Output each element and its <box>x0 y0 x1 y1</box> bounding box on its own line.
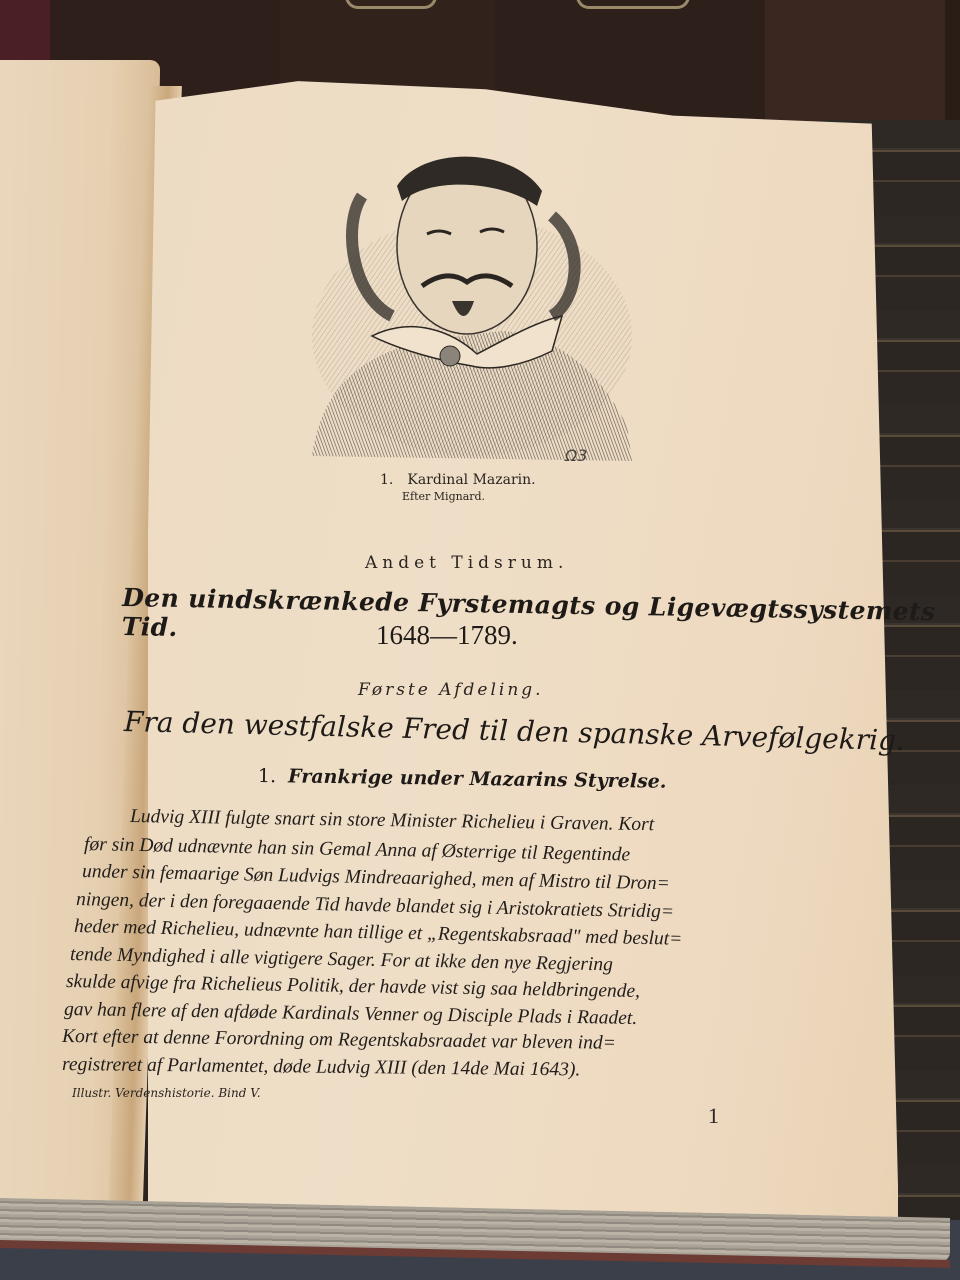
section-number: 1. <box>257 765 277 788</box>
era-title: Den uindskrænkede Fyrstemagts og Ligevægtssystemets Tid. <box>121 583 936 642</box>
figure-credit: Efter Mignard. <box>402 490 486 503</box>
text-line: Kort efter at denne Forordning om Regentskabsraadet var bleven ind= <box>61 1026 616 1054</box>
period-heading: Andet Tidsrum. <box>365 553 569 573</box>
caption-title <box>380 472 536 488</box>
handwritten-annotation: Ω3 <box>565 446 588 465</box>
page-number: 1 <box>708 1103 719 1128</box>
text-line: Ludvig XIII fulgte snart sin store Minister Richelieu i Graven. Kort <box>129 806 655 836</box>
text-line: gav han flere af den afdøde Kardinals Venner og Disciple Plads i Raadet. <box>63 998 638 1029</box>
portrait-engraving <box>302 126 636 466</box>
division-heading: Første Afdeling. <box>358 680 544 700</box>
division-title: Fra den westfalske Fred til den spanske Arvefølgekrig. <box>123 705 906 758</box>
text-line: ningen, der i den foregaaende Tid havde blandet sig i Aristokratiets Stridig= <box>75 888 675 923</box>
text-line: under sin femaarige Søn Ludvigs Mindreaarighed, men af Mistro til Dron= <box>81 861 671 895</box>
era-years: 1648—1789. <box>376 620 518 650</box>
text-line: tende Myndighed i alle vigtigere Sager. For at ikke den nye Regjering <box>69 943 614 975</box>
illustration-caption <box>380 472 536 503</box>
running-foot: Illustr. Verdenshistorie. Bind V. <box>72 1086 261 1100</box>
text-line: skulde afvige fra Richelieus Politik, der havde vist sig saa heldbringende, <box>65 971 641 1003</box>
figure-number: 1. <box>380 472 394 488</box>
text-line: før sin Død udnævnte han sin Gemal Anna af Østerrige til Regentinde <box>83 833 631 865</box>
body-paragraph <box>62 806 822 1081</box>
section-title <box>258 765 667 793</box>
text-line: registreret af Parlamentet, døde Ludvig XIII (den 14de Mai 1643). <box>61 1053 581 1080</box>
section-title-text: Frankrige under Mazarins Styrelse. <box>287 765 667 793</box>
text-line: heder med Richelieu, udnævnte han tillige et „Regentskabsraad" med beslut= <box>73 916 683 950</box>
figure-title: Kardinal Mazarin. <box>407 472 536 488</box>
